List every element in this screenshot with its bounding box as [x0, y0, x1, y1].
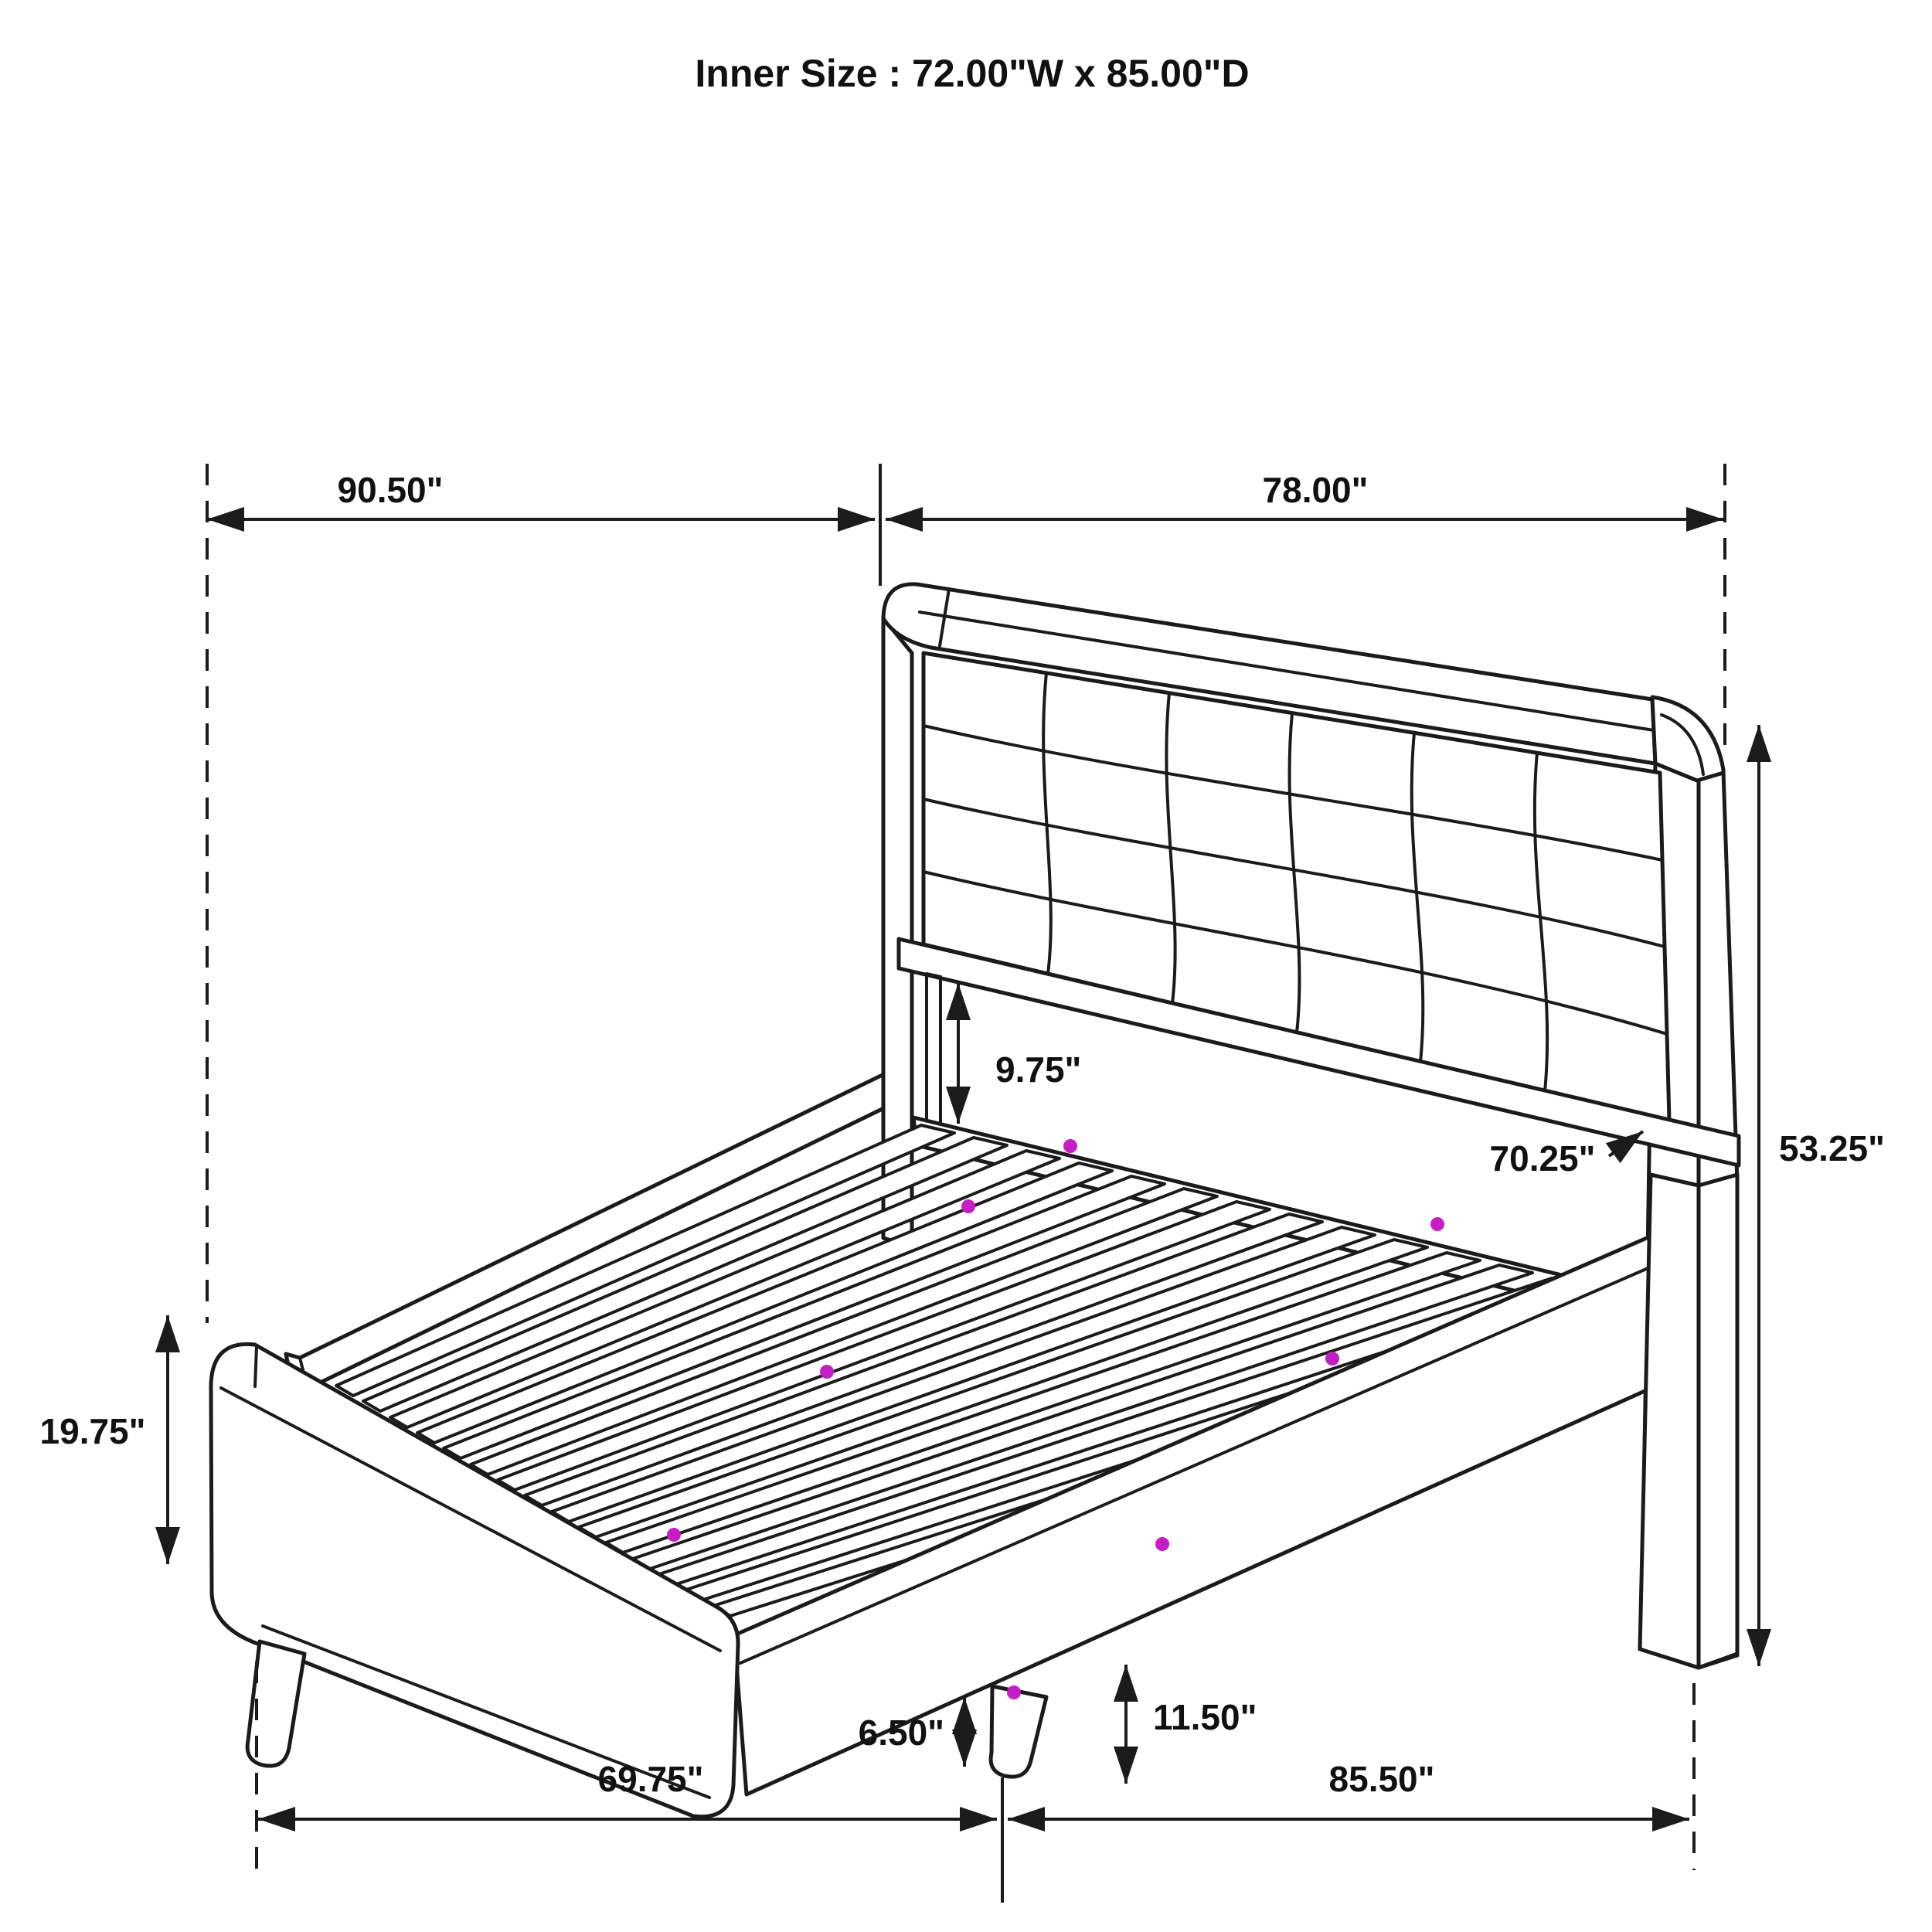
dimension-label-footboard-span: 69.75" — [597, 1759, 704, 1799]
dimension-label-leg-height: 6.50" — [858, 1713, 944, 1753]
dimension-label-headboard-height: 53.25" — [1779, 1128, 1885, 1168]
dimension-headboard-width — [886, 470, 1723, 519]
dimension-footboard-span — [258, 1759, 997, 1819]
bed-drawing — [211, 584, 1739, 1817]
dimension-label-inner-width: 70.25" — [1489, 1138, 1596, 1179]
slat-dot — [1007, 1685, 1021, 1699]
slat-dot — [667, 1528, 681, 1542]
dimension-label-footboard-height: 19.75" — [39, 1411, 146, 1451]
slat-dot — [1063, 1139, 1077, 1153]
dimension-label-rail-span: 85.50" — [1328, 1759, 1435, 1799]
dimension-label-headboard-clearance: 9.75" — [995, 1049, 1082, 1090]
slat-dot — [1155, 1537, 1169, 1551]
dimension-label-rail-floor-height: 11.50" — [1153, 1697, 1257, 1737]
dimension-rail-floor-height — [1126, 1665, 1257, 1784]
headboard-corner-cap — [1652, 697, 1723, 781]
slat-dot — [961, 1199, 975, 1213]
dimension-headboard-height — [1759, 725, 1885, 1666]
dimension-label-overall-length: 90.50" — [337, 470, 444, 510]
dimension-label-headboard-width: 78.00" — [1262, 470, 1369, 510]
front-right-leg — [991, 1686, 1046, 1777]
dimension-overall-length — [207, 470, 875, 519]
headboard-right-leg — [1640, 1175, 1737, 1668]
dimension-footboard-height — [40, 1315, 168, 1564]
page-title: Inner Size : 72.00"W x 85.00"D — [695, 52, 1250, 95]
dimension-rail-span — [1008, 1759, 1689, 1819]
slat-dot — [820, 1365, 834, 1379]
slat-dot — [1430, 1217, 1444, 1231]
slat-dot — [1325, 1352, 1339, 1366]
